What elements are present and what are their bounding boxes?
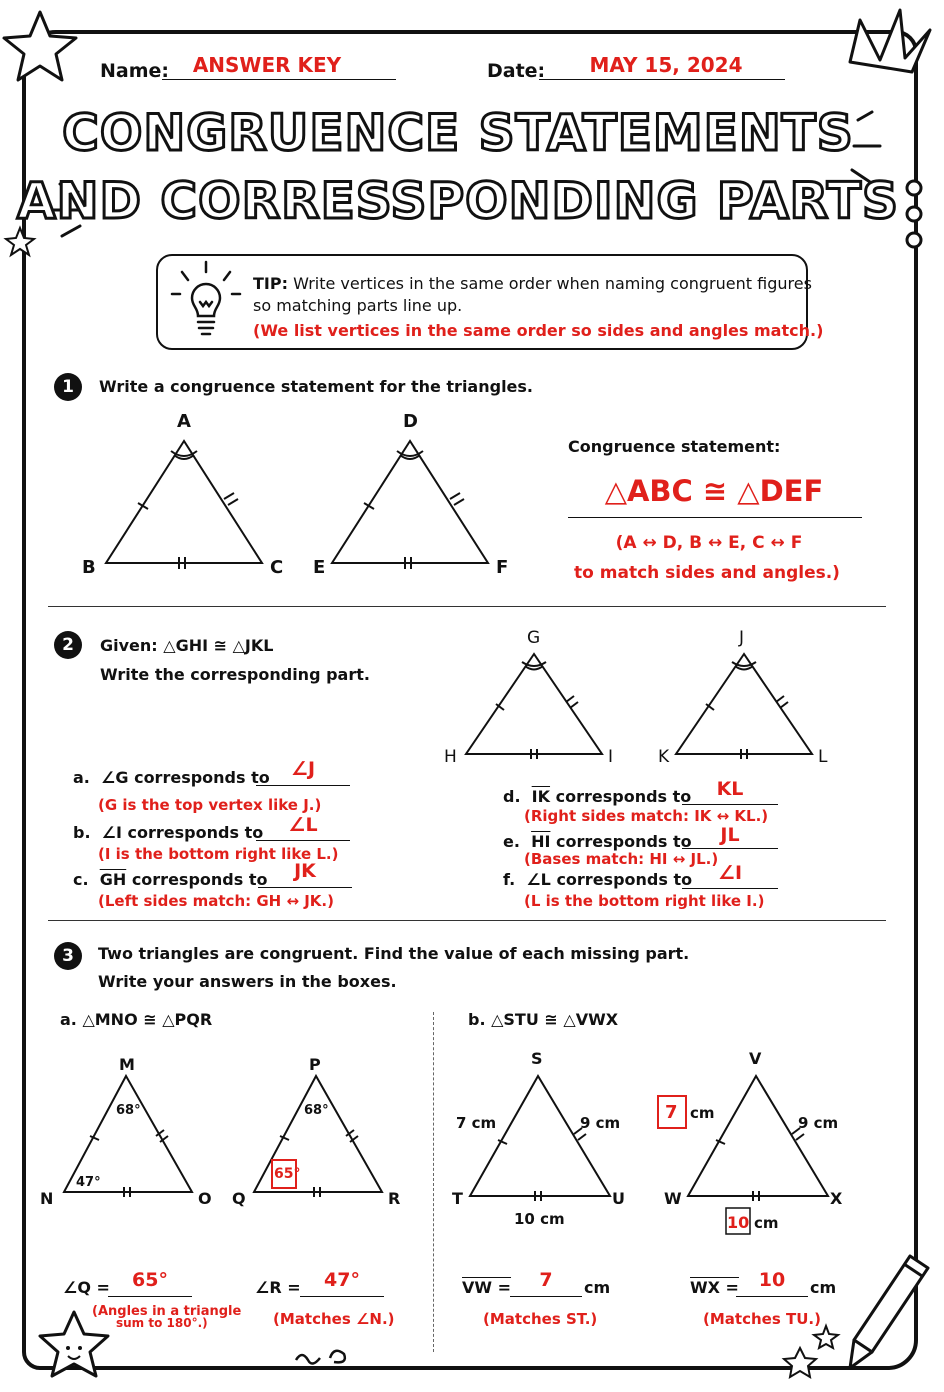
- vertex-label-g: G: [527, 628, 541, 648]
- q2-note-c: (Left sides match: GH ↔ JK.): [98, 892, 334, 910]
- q2-item-e: e. $\overline{HI}$ corresponds to: [503, 832, 692, 851]
- q2-note-f: (L is the bottom right like I.): [524, 892, 765, 910]
- vertex-label-v: V: [749, 1049, 762, 1068]
- ans-q-value[interactable]: 65°: [108, 1269, 192, 1297]
- angle-q-box-value[interactable]: 65°: [274, 1166, 301, 1182]
- vertex-label-x: X: [830, 1189, 843, 1208]
- vertex-label-s: S: [531, 1049, 543, 1068]
- ans-r-note: (Matches ∠N.): [273, 1310, 395, 1328]
- vertex-label-a: A: [177, 411, 191, 432]
- ans-r-value[interactable]: 47°: [300, 1269, 384, 1297]
- smiley-star-icon: [40, 1312, 108, 1376]
- q2-answer-f[interactable]: ∠I: [682, 862, 778, 889]
- date-field[interactable]: MAY 15, 2024: [589, 53, 743, 77]
- q2-answer-d[interactable]: KL: [682, 778, 778, 805]
- vertex-label-b: B: [82, 557, 96, 578]
- question-3-prompt-line1: Two triangles are congruent. Find the value of each missing part.: [98, 944, 690, 963]
- question-2-given: Given: △GHI ≅ △JKL: [100, 636, 274, 655]
- q2-answer-b[interactable]: ∠L: [256, 814, 350, 841]
- ans-q-note-line2: sum to 180°.): [116, 1316, 208, 1330]
- q2-item-a: a. ∠G corresponds to: [73, 768, 270, 787]
- statement-underline: [568, 517, 862, 518]
- statement-explain-line2: to match sides and angles.): [574, 563, 840, 583]
- question-3-prompt-line2: Write your answers in the boxes.: [98, 972, 397, 991]
- side-wx-unit: cm: [754, 1214, 779, 1232]
- ans-q-label: ∠Q =: [63, 1278, 110, 1297]
- q2-answer-c[interactable]: JK: [258, 860, 352, 888]
- angle-n-label: 47°: [76, 1175, 101, 1190]
- vertex-label-h: H: [444, 747, 457, 767]
- q2-answer-a[interactable]: ∠J: [256, 758, 350, 786]
- vertex-label-j: J: [739, 628, 745, 648]
- vertex-label-q: Q: [232, 1189, 246, 1208]
- question-2-prompt: Write the corresponding part.: [100, 665, 370, 684]
- vertex-label-d: D: [403, 411, 418, 432]
- vertex-label-t: T: [452, 1189, 463, 1208]
- q2-item-b: b. ∠I corresponds to: [73, 823, 264, 842]
- vertex-label-i: I: [608, 747, 614, 767]
- side-wx-box-value[interactable]: 10: [727, 1213, 750, 1232]
- section-divider: [48, 920, 886, 921]
- tip-text-line2: so matching parts line up.: [253, 296, 463, 315]
- side-su-label: 9 cm: [580, 1114, 621, 1132]
- vertex-label-w: W: [664, 1189, 682, 1208]
- burst-doodle-icon: [850, 10, 930, 72]
- section-divider: [48, 606, 886, 607]
- vertex-label-e: E: [313, 557, 326, 578]
- question-1-prompt: Write a congruence statement for the triangles.: [99, 377, 534, 396]
- statement-answer[interactable]: △ABC ≅ △DEF: [604, 474, 824, 508]
- page-title-line1: CONGRUENCE STATEMENTS: [62, 104, 854, 162]
- question-2-badge: 2: [54, 631, 82, 659]
- statement-label: Congruence statement:: [568, 437, 781, 456]
- tip-answer: (We list vertices in the same order so sides and angles match.): [253, 321, 824, 340]
- side-vx-label: 9 cm: [798, 1114, 839, 1132]
- date-label: Date:: [487, 60, 546, 82]
- part-a-triangles-figure: [36, 1050, 426, 1220]
- q1-triangles-figure: [70, 405, 530, 585]
- part-b-triangles-figure: [440, 1046, 860, 1236]
- q2-answer-e[interactable]: JL: [682, 824, 778, 849]
- small-star-icon: [6, 228, 34, 255]
- vertex-label-l: L: [818, 747, 828, 767]
- ans-vw-note: (Matches ST.): [483, 1310, 598, 1328]
- side-vw-unit: cm: [690, 1104, 715, 1122]
- vertical-divider: [433, 1012, 434, 1352]
- vertex-label-m: M: [119, 1055, 135, 1074]
- vertex-label-n: N: [40, 1189, 54, 1208]
- ans-vw-unit: cm: [584, 1278, 611, 1297]
- side-st-label: 7 cm: [456, 1114, 497, 1132]
- side-vw-box-value[interactable]: 7: [665, 1102, 678, 1123]
- tip-text-line1: Write vertices in the same order when naming congruent figures: [293, 274, 812, 293]
- question-1-badge: 1: [54, 373, 82, 401]
- q2-item-f: f. ∠L corresponds to: [503, 870, 693, 889]
- q2-item-c: c. $\overline{GH}$ corresponds to: [73, 870, 268, 889]
- lightbulb-icon: [166, 258, 250, 346]
- ans-wx-unit: cm: [810, 1278, 837, 1297]
- q2-note-d: (Right sides match: IK ↔ KL.): [524, 807, 769, 825]
- angle-m-label: 68°: [116, 1103, 141, 1118]
- statement-explain-line1: (A ↔ D, B ↔ E, C ↔ F: [615, 533, 803, 553]
- tip-label: TIP:: [253, 274, 288, 293]
- vertex-label-p: P: [309, 1055, 321, 1074]
- q2-triangles-figure: [440, 624, 840, 774]
- vertex-label-u: U: [612, 1189, 625, 1208]
- q2-note-b: (I is the bottom right like L.): [98, 845, 339, 863]
- angle-p-label: 68°: [304, 1103, 329, 1118]
- name-field[interactable]: ANSWER KEY: [192, 53, 342, 77]
- part-a-label: a. △MNO ≅ △PQR: [60, 1010, 213, 1029]
- name-label: Name:: [100, 60, 170, 82]
- ans-wx-note: (Matches TU.): [703, 1310, 821, 1328]
- ans-vw-label: VW =: [462, 1278, 512, 1297]
- page-title-line2: AND CORRESSPONDING PARTS: [16, 172, 900, 230]
- star-doodle-icon: [4, 12, 76, 80]
- q2-note-e: (Bases match: HI ↔ JL.): [524, 850, 719, 868]
- pencil-icon: [850, 1256, 928, 1368]
- part-b-label: b. △STU ≅ △VWX: [468, 1010, 619, 1029]
- vertex-label-k: K: [658, 747, 670, 767]
- ans-vw-value[interactable]: 7: [510, 1269, 582, 1297]
- vertex-label-f: F: [496, 557, 509, 578]
- q2-note-a: (G is the top vertex like J.): [98, 796, 322, 814]
- vertex-label-o: O: [198, 1189, 212, 1208]
- vertex-label-c: C: [270, 557, 284, 578]
- ans-r-label: ∠R =: [255, 1278, 301, 1297]
- vertex-label-r: R: [388, 1189, 401, 1208]
- ans-q-note-line1: (Angles in a triangle: [92, 1304, 242, 1319]
- ans-wx-label: WX =: [690, 1278, 739, 1297]
- question-3-badge: 3: [54, 942, 82, 970]
- ans-wx-value[interactable]: 10: [736, 1269, 808, 1297]
- side-tu-label: 10 cm: [514, 1210, 565, 1228]
- q2-item-d: d. $\overline{IK}$ corresponds to: [503, 787, 692, 806]
